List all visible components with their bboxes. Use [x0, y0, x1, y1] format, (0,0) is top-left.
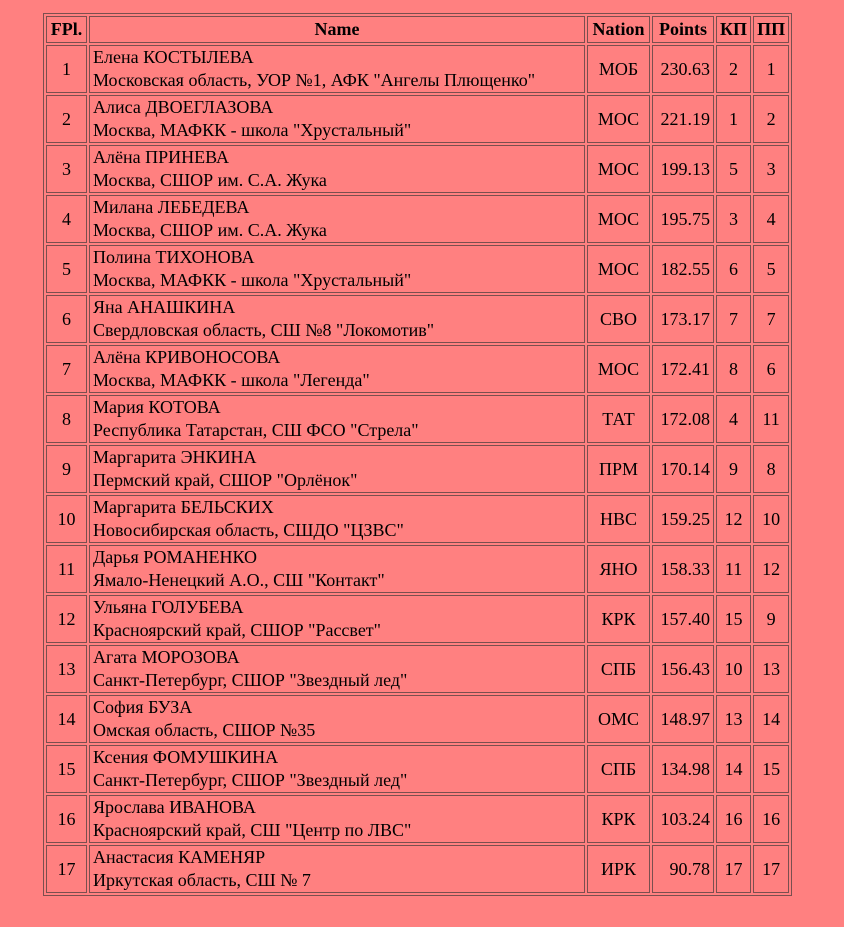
skater-cell: [89, 245, 585, 293]
nation-cell: КРК: [587, 595, 650, 643]
points-cell: 103.24: [652, 795, 714, 843]
results-table: [43, 13, 792, 896]
free-program-place-cell: 14: [753, 695, 789, 743]
skater-cell: [89, 845, 585, 893]
points-cell: 90.78: [652, 845, 714, 893]
skater-name: Маргарита ЭНКИНА: [93, 447, 257, 467]
skater-club: Свердловская область, СШ №8 "Локомотив": [93, 320, 435, 340]
table-row: [46, 745, 789, 793]
nation-cell: МОС: [587, 145, 650, 193]
points-cell: 172.41: [652, 345, 714, 393]
place-cell: 15: [46, 745, 87, 793]
skater-cell: [89, 295, 585, 343]
free-program-place-cell: 4: [753, 195, 789, 243]
skater-name: Яна АНАШКИНА: [93, 297, 236, 317]
header-fpl: FPl.: [46, 16, 87, 43]
nation-cell: ПРМ: [587, 445, 650, 493]
nation-cell: НВС: [587, 495, 650, 543]
nation-cell: ТАТ: [587, 395, 650, 443]
place-cell: 7: [46, 345, 87, 393]
header-nation: Nation: [587, 16, 650, 43]
skater-name: Мария КОТОВА: [93, 397, 221, 417]
place-cell: 6: [46, 295, 87, 343]
place-cell: 12: [46, 595, 87, 643]
header-name: Name: [89, 16, 585, 43]
free-program-place-cell: 9: [753, 595, 789, 643]
table-row: [46, 245, 789, 293]
points-cell: 159.25: [652, 495, 714, 543]
place-cell: 8: [46, 395, 87, 443]
table-row: [46, 195, 789, 243]
points-cell: 170.14: [652, 445, 714, 493]
skater-name: Анастасия КАМЕНЯР: [93, 847, 266, 867]
skater-cell: [89, 195, 585, 243]
skater-name: Агата МОРОЗОВА: [93, 647, 240, 667]
free-program-place-cell: 1: [753, 45, 789, 93]
table-row: [46, 545, 789, 593]
table-row: [46, 45, 789, 93]
skater-club: Москва, СШОР им. С.А. Жука: [93, 170, 327, 190]
skater-cell: [89, 95, 585, 143]
points-cell: 195.75: [652, 195, 714, 243]
place-cell: 16: [46, 795, 87, 843]
skater-name: Дарья РОМАНЕНКО: [93, 547, 258, 567]
points-cell: 158.33: [652, 545, 714, 593]
place-cell: 14: [46, 695, 87, 743]
nation-cell: ЯНО: [587, 545, 650, 593]
nation-cell: СПБ: [587, 645, 650, 693]
free-program-place-cell: 17: [753, 845, 789, 893]
free-program-place-cell: 10: [753, 495, 789, 543]
place-cell: 5: [46, 245, 87, 293]
table-row: [46, 345, 789, 393]
place-cell: 13: [46, 645, 87, 693]
skater-club: Красноярский край, СШ "Центр по ЛВС": [93, 820, 412, 840]
table-row: [46, 845, 789, 893]
skater-name: Ярослава ИВАНОВА: [93, 797, 256, 817]
table-row: [46, 95, 789, 143]
skater-cell: [89, 395, 585, 443]
skater-club: Иркутская область, СШ № 7: [93, 870, 311, 890]
skater-name: Алёна ПРИНЕВА: [93, 147, 229, 167]
skater-club: Московская область, УОР №1, АФК "Ангелы Плющенко": [93, 70, 536, 90]
skater-name: София БУЗА: [93, 697, 193, 717]
results-table-body: [46, 45, 789, 893]
place-cell: 11: [46, 545, 87, 593]
short-program-place-cell: 6: [716, 245, 751, 293]
free-program-place-cell: 8: [753, 445, 789, 493]
nation-cell: МОС: [587, 245, 650, 293]
skater-club: Ямало-Ненецкий А.О., СШ "Контакт": [93, 570, 385, 590]
short-program-place-cell: 4: [716, 395, 751, 443]
table-row: [46, 495, 789, 543]
short-program-place-cell: 12: [716, 495, 751, 543]
points-cell: 221.19: [652, 95, 714, 143]
free-program-place-cell: 6: [753, 345, 789, 393]
short-program-place-cell: 1: [716, 95, 751, 143]
place-cell: 10: [46, 495, 87, 543]
skater-name: Ксения ФОМУШКИНА: [93, 747, 279, 767]
free-program-place-cell: 3: [753, 145, 789, 193]
skater-name: Полина ТИХОНОВА: [93, 247, 255, 267]
short-program-place-cell: 9: [716, 445, 751, 493]
points-cell: 230.63: [652, 45, 714, 93]
nation-cell: МОС: [587, 195, 650, 243]
skater-club: Москва, МАФКК - школа "Легенда": [93, 370, 370, 390]
table-row: [46, 595, 789, 643]
nation-cell: МОС: [587, 345, 650, 393]
nation-cell: ИРК: [587, 845, 650, 893]
skater-name: Елена КОСТЫЛЕВА: [93, 47, 254, 67]
points-cell: 134.98: [652, 745, 714, 793]
skater-cell: [89, 745, 585, 793]
nation-cell: ОМС: [587, 695, 650, 743]
short-program-place-cell: 5: [716, 145, 751, 193]
skater-club: Москва, МАФКК - школа "Хрустальный": [93, 120, 412, 140]
place-cell: 3: [46, 145, 87, 193]
table-row: [46, 145, 789, 193]
table-row: [46, 295, 789, 343]
table-row: [46, 695, 789, 743]
table-row: [46, 645, 789, 693]
free-program-place-cell: 16: [753, 795, 789, 843]
header-points: Points: [652, 16, 714, 43]
points-cell: 148.97: [652, 695, 714, 743]
header-pp: ПП: [753, 16, 789, 43]
short-program-place-cell: 13: [716, 695, 751, 743]
table-row: [46, 445, 789, 493]
nation-cell: МОБ: [587, 45, 650, 93]
short-program-place-cell: 2: [716, 45, 751, 93]
short-program-place-cell: 7: [716, 295, 751, 343]
skater-club: Новосибирская область, СШДО "ЦЗВС": [93, 520, 404, 540]
free-program-place-cell: 7: [753, 295, 789, 343]
skater-name: Маргарита БЕЛЬСКИХ: [93, 497, 274, 517]
free-program-place-cell: 11: [753, 395, 789, 443]
table-row: [46, 795, 789, 843]
results-table-head: [46, 16, 789, 43]
skater-club: Санкт-Петербург, СШОР "Звездный лед": [93, 670, 408, 690]
skater-name: Алиса ДВОЕГЛАЗОВА: [93, 97, 274, 117]
skater-club: Пермский край, СШОР "Орлёнок": [93, 470, 358, 490]
skater-cell: [89, 45, 585, 93]
skater-club: Республика Татарстан, СШ ФСО "Стрела": [93, 420, 419, 440]
skater-club: Красноярский край, СШОР "Рассвет": [93, 620, 382, 640]
free-program-place-cell: 13: [753, 645, 789, 693]
skater-name: Ульяна ГОЛУБЕВА: [93, 597, 244, 617]
short-program-place-cell: 16: [716, 795, 751, 843]
skater-cell: [89, 145, 585, 193]
skater-club: Москва, СШОР им. С.А. Жука: [93, 220, 327, 240]
free-program-place-cell: 2: [753, 95, 789, 143]
nation-cell: СПБ: [587, 745, 650, 793]
skater-club: Москва, МАФКК - школа "Хрустальный": [93, 270, 412, 290]
short-program-place-cell: 17: [716, 845, 751, 893]
points-cell: 156.43: [652, 645, 714, 693]
short-program-place-cell: 3: [716, 195, 751, 243]
skater-cell: [89, 445, 585, 493]
skater-cell: [89, 495, 585, 543]
nation-cell: СВО: [587, 295, 650, 343]
points-cell: 172.08: [652, 395, 714, 443]
short-program-place-cell: 11: [716, 545, 751, 593]
place-cell: 9: [46, 445, 87, 493]
free-program-place-cell: 12: [753, 545, 789, 593]
skater-cell: [89, 595, 585, 643]
skater-cell: [89, 345, 585, 393]
free-program-place-cell: 5: [753, 245, 789, 293]
points-cell: 199.13: [652, 145, 714, 193]
skater-club: Омская область, СШОР №35: [93, 720, 316, 740]
short-program-place-cell: 8: [716, 345, 751, 393]
skater-name: Алёна КРИВОНОСОВА: [93, 347, 281, 367]
short-program-place-cell: 10: [716, 645, 751, 693]
short-program-place-cell: 15: [716, 595, 751, 643]
skater-cell: [89, 545, 585, 593]
skater-club: Санкт-Петербург, СШОР "Звездный лед": [93, 770, 408, 790]
place-cell: 2: [46, 95, 87, 143]
nation-cell: МОС: [587, 95, 650, 143]
skater-cell: [89, 645, 585, 693]
header-kp: КП: [716, 16, 751, 43]
place-cell: 17: [46, 845, 87, 893]
skater-cell: [89, 795, 585, 843]
table-row: [46, 395, 789, 443]
header-row: [46, 16, 789, 43]
points-cell: 157.40: [652, 595, 714, 643]
place-cell: 1: [46, 45, 87, 93]
points-cell: 173.17: [652, 295, 714, 343]
free-program-place-cell: 15: [753, 745, 789, 793]
nation-cell: КРК: [587, 795, 650, 843]
place-cell: 4: [46, 195, 87, 243]
skater-cell: [89, 695, 585, 743]
skater-name: Милана ЛЕБЕДЕВА: [93, 197, 250, 217]
short-program-place-cell: 14: [716, 745, 751, 793]
points-cell: 182.55: [652, 245, 714, 293]
